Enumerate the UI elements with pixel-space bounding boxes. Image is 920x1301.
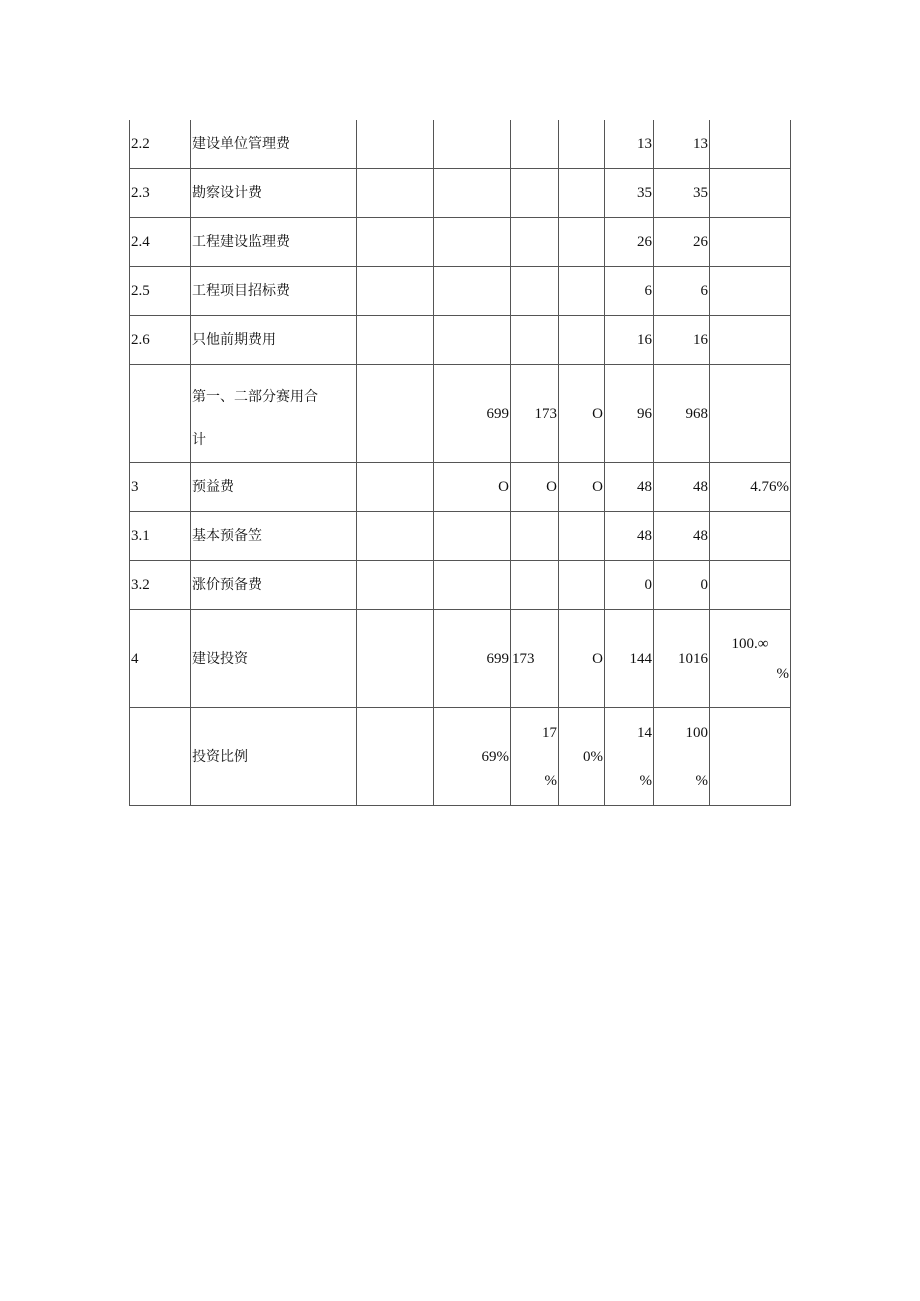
row-number: 2.2 <box>130 120 191 169</box>
cell: O <box>511 463 559 512</box>
cell: 48 <box>654 512 710 561</box>
cell: O <box>559 365 605 463</box>
row-name: 只他前期费用 <box>191 316 357 365</box>
row-name: 涨价预备费 <box>191 561 357 610</box>
table-row <box>130 561 791 610</box>
cell: 48 <box>654 463 710 512</box>
cell <box>357 708 434 806</box>
cell: O <box>559 463 605 512</box>
cell-bottom: % <box>776 665 789 682</box>
cell: 48 <box>605 512 654 561</box>
cell <box>357 169 434 218</box>
cell: 16 <box>654 316 710 365</box>
cell: 26 <box>605 218 654 267</box>
investment-table <box>129 120 791 806</box>
row-name: 工程建设监理费 <box>191 218 357 267</box>
cell: 35 <box>654 169 710 218</box>
row-name: 预益费 <box>191 463 357 512</box>
cell <box>511 120 559 169</box>
cell: 144 <box>605 610 654 708</box>
cell-top: 17 <box>542 724 557 741</box>
cell: 6 <box>605 267 654 316</box>
cell <box>559 169 605 218</box>
row-name: 建设投资 <box>191 610 357 708</box>
cell <box>511 218 559 267</box>
row-name-line2: 计 <box>192 431 206 448</box>
cell: 0 <box>605 561 654 610</box>
cell: O <box>434 463 511 512</box>
cell <box>710 267 791 316</box>
row-number: 2.4 <box>130 218 191 267</box>
cell <box>434 218 511 267</box>
cell <box>710 316 791 365</box>
cell: 699 <box>434 365 511 463</box>
cell <box>710 169 791 218</box>
cell: 96 <box>605 365 654 463</box>
cell <box>434 120 511 169</box>
cell: 173 <box>511 365 559 463</box>
table-row <box>130 316 791 365</box>
table-row <box>130 169 791 218</box>
cell <box>710 708 791 806</box>
cell <box>434 512 511 561</box>
row-name: 工程项目招标费 <box>191 267 357 316</box>
cell <box>357 561 434 610</box>
cell <box>559 120 605 169</box>
row-name: 勘察设计费 <box>191 169 357 218</box>
cell <box>357 316 434 365</box>
cell <box>357 463 434 512</box>
cell <box>710 365 791 463</box>
cell <box>559 316 605 365</box>
cell <box>434 267 511 316</box>
cell <box>710 561 791 610</box>
cell <box>357 267 434 316</box>
cell <box>559 561 605 610</box>
cell <box>357 120 434 169</box>
cell <box>434 561 511 610</box>
row-name-line1: 第一、二部分赛用合 <box>192 388 318 405</box>
cell: 0% <box>559 708 605 806</box>
cell: 69% <box>434 708 511 806</box>
row-number: 2.6 <box>130 316 191 365</box>
cell: 48 <box>605 463 654 512</box>
cell-top: 14 <box>637 724 652 741</box>
cell: 173 <box>511 610 559 708</box>
cell: 35 <box>605 169 654 218</box>
cell: 16 <box>605 316 654 365</box>
table-row <box>130 365 791 463</box>
table-row <box>130 708 791 806</box>
cell <box>511 512 559 561</box>
cell: 13 <box>605 120 654 169</box>
cell: 4.76% <box>710 463 791 512</box>
investment-table-container <box>129 120 790 806</box>
cell <box>357 512 434 561</box>
cell: 0 <box>654 561 710 610</box>
cell <box>511 316 559 365</box>
cell: 26 <box>654 218 710 267</box>
cell <box>710 610 791 708</box>
cell <box>654 708 710 806</box>
row-number <box>130 708 191 806</box>
row-number: 2.5 <box>130 267 191 316</box>
cell-bottom: % <box>639 772 652 789</box>
cell: 13 <box>654 120 710 169</box>
table-row <box>130 610 791 708</box>
cell-top: 100.∞ <box>731 635 769 652</box>
row-name: 建设单位管理费 <box>191 120 357 169</box>
cell: 6 <box>654 267 710 316</box>
row-number: 3 <box>130 463 191 512</box>
cell <box>710 120 791 169</box>
row-number: 3.1 <box>130 512 191 561</box>
table-row <box>130 267 791 316</box>
row-name <box>191 365 357 463</box>
cell <box>559 218 605 267</box>
cell-top: 100 <box>685 724 708 741</box>
cell-bottom: % <box>544 772 557 789</box>
cell <box>710 218 791 267</box>
cell <box>710 512 791 561</box>
row-number: 4 <box>130 610 191 708</box>
cell: 699 <box>434 610 511 708</box>
cell <box>511 561 559 610</box>
row-name: 基本预备笠 <box>191 512 357 561</box>
cell <box>434 316 511 365</box>
cell-bottom: % <box>695 772 708 789</box>
row-number: 2.3 <box>130 169 191 218</box>
table-row <box>130 218 791 267</box>
cell <box>511 169 559 218</box>
cell <box>605 708 654 806</box>
cell <box>434 169 511 218</box>
cell: 1016 <box>654 610 710 708</box>
cell <box>357 365 434 463</box>
table-row <box>130 512 791 561</box>
cell <box>357 610 434 708</box>
cell <box>511 708 559 806</box>
cell <box>559 267 605 316</box>
cell <box>357 218 434 267</box>
row-number <box>130 365 191 463</box>
table-row <box>130 120 791 169</box>
cell: 968 <box>654 365 710 463</box>
cell <box>559 512 605 561</box>
row-name: 投资比例 <box>191 708 357 806</box>
cell <box>511 267 559 316</box>
cell: O <box>559 610 605 708</box>
row-number: 3.2 <box>130 561 191 610</box>
table-row <box>130 463 791 512</box>
